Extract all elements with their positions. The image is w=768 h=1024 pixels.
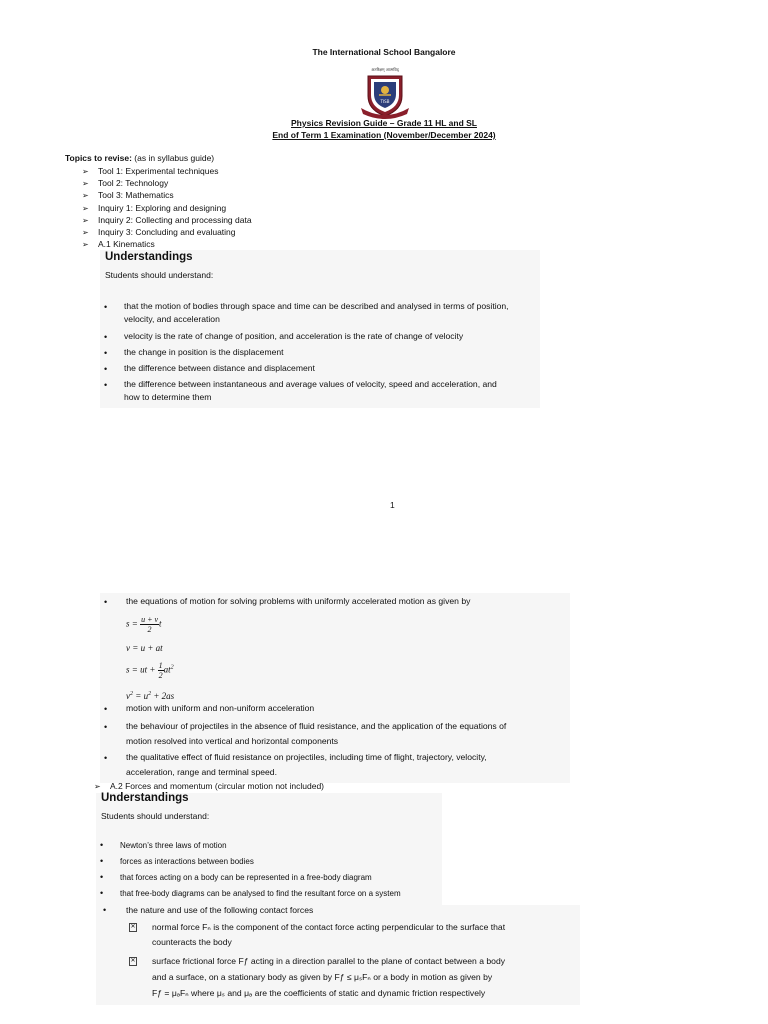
bullet-icon: •	[100, 888, 104, 898]
understanding-item: the nature and use of the following contact forces	[126, 905, 314, 915]
guide-subtitle: End of Term 1 Examination (November/December 2024)	[272, 130, 496, 140]
section-heading: Understandings	[101, 792, 189, 804]
understanding-item: motion with uniform and non-uniform acceleration	[126, 703, 315, 713]
logo-motto: अतरिक्षम् आत्मविद्	[371, 67, 399, 72]
logo-letters: TISB	[380, 99, 390, 104]
page-number: 1	[390, 500, 395, 510]
understanding-item: the equations of motion for solving problems with uniformly accelerated motion as given by	[126, 596, 471, 606]
arrow-icon: ➢	[94, 782, 101, 791]
understanding-item-cont: how to determine them	[124, 392, 212, 402]
understanding-item: that free-body diagrams can be analysed to find the resultant force on a system	[120, 889, 401, 898]
understanding-item: that forces acting on a body can be represented in a free-body diagram	[120, 873, 372, 882]
checkbox-bullet-icon: ✕	[130, 958, 136, 964]
equation-4: $v^2 = u^2 + 2as$	[126, 691, 175, 701]
topic-item: ➢ A.1 Kinematics	[82, 238, 252, 250]
topic-item: ➢ Inquiry 1: Exploring and designing	[82, 202, 252, 214]
contact-force-item: normal force Fₙ is the component of the contact force acting perpendicular to the surface that	[152, 922, 506, 932]
arrow-icon: ➢	[82, 179, 89, 189]
bullet-icon: •	[104, 704, 108, 714]
section-intro: Students should understand:	[105, 270, 214, 280]
understanding-item: velocity is the rate of change of position, and acceleration is the rate of change of velocity	[124, 331, 464, 341]
topic-item: ➢ Tool 3: Mathematics	[82, 189, 252, 201]
topic-item: ➢ Tool 2: Technology	[82, 177, 252, 189]
understanding-item: that the motion of bodies through space and time can be described and analysed in terms of position,	[124, 301, 509, 311]
understanding-item-cont: acceleration, range and terminal speed.	[126, 767, 277, 777]
bullet-icon: •	[103, 905, 107, 915]
bullet-icon: •	[104, 364, 108, 374]
topic-item: ➢ Inquiry 3: Concluding and evaluating	[82, 226, 252, 238]
topic-item: ➢ Tool 1: Experimental techniques	[82, 165, 252, 177]
arrow-icon: ➢	[82, 240, 89, 250]
contact-force-item: surface frictional force Fƒ acting in a direction parallel to the plane of contact between a body	[152, 956, 506, 966]
contact-forces-panel	[96, 905, 580, 1005]
contact-force-item-cont: Fƒ = μₔFₙ where μₛ and μₔ are the coefficients of static and dynamic friction respectively	[152, 988, 486, 998]
guide-title: Physics Revision Guide – Grade 11 HL and SL	[291, 118, 477, 128]
section-heading: Understandings	[105, 251, 193, 263]
forces-panel	[96, 793, 442, 905]
topic-item: ➢ Inquiry 2: Collecting and processing data	[82, 214, 252, 226]
bullet-icon: •	[104, 302, 108, 312]
understanding-item-cont: motion resolved into vertical and horizontal components	[126, 736, 339, 746]
understanding-item: Newton’s three laws of motion	[120, 841, 227, 850]
arrow-icon: ➢	[82, 203, 89, 213]
arrow-icon: ➢	[82, 227, 89, 237]
bullet-icon: •	[100, 840, 104, 850]
understanding-item: the behaviour of projectiles in the absence of fluid resistance, and the application of the equations of	[126, 721, 507, 731]
understanding-item-cont: velocity, and acceleration	[124, 314, 220, 324]
bullet-icon: •	[104, 332, 108, 342]
understanding-item: the difference between instantaneous and average values of velocity, speed and acceleration, and	[124, 379, 497, 389]
bullet-icon: •	[104, 753, 108, 763]
equation-2: v = u + at	[126, 643, 163, 653]
arrow-icon: ➢	[82, 167, 89, 176]
contact-force-item-cont: counteracts the body	[152, 937, 232, 947]
bullet-icon: •	[104, 597, 108, 607]
topics-list	[82, 165, 252, 250]
bullet-icon: •	[100, 856, 104, 866]
kinematics-panel	[100, 250, 540, 408]
school-logo	[355, 64, 415, 124]
understanding-item: forces as interactions between bodies	[120, 857, 254, 866]
arrow-icon: ➢	[82, 215, 89, 225]
bullet-icon: •	[100, 872, 104, 882]
topics-heading: Topics to revise: (as in syllabus guide)	[65, 153, 215, 163]
contact-force-item-cont: and a surface, on a stationary body as given by Fƒ ≤ μₛFₙ or a body in motion as given by	[152, 972, 493, 982]
bullet-icon: •	[104, 348, 108, 358]
bullet-icon: •	[104, 380, 108, 390]
understanding-item: the qualitative effect of fluid resistance on projectiles, including time of flight, trajectory, velocity,	[126, 752, 487, 762]
topic-item-a2: ➢ A.2 Forces and momentum (circular motion not included)	[94, 781, 325, 791]
checkbox-bullet-icon: ✕	[130, 924, 136, 930]
equation-1: s = $\frac{u + v}{2}$ t	[126, 615, 162, 634]
equation-3: s = ut + $\frac{1}{2}$ $at^2$	[126, 661, 174, 680]
bullet-icon: •	[104, 722, 108, 732]
section-intro: Students should understand:	[101, 811, 210, 821]
crest-icon	[355, 64, 415, 124]
arrow-icon: ➢	[82, 191, 89, 201]
equations-panel	[100, 593, 570, 783]
understanding-item: the difference between distance and displacement	[124, 363, 315, 373]
school-name: The International School Bangalore	[312, 47, 456, 57]
understanding-item: the change in position is the displacement	[124, 347, 284, 357]
